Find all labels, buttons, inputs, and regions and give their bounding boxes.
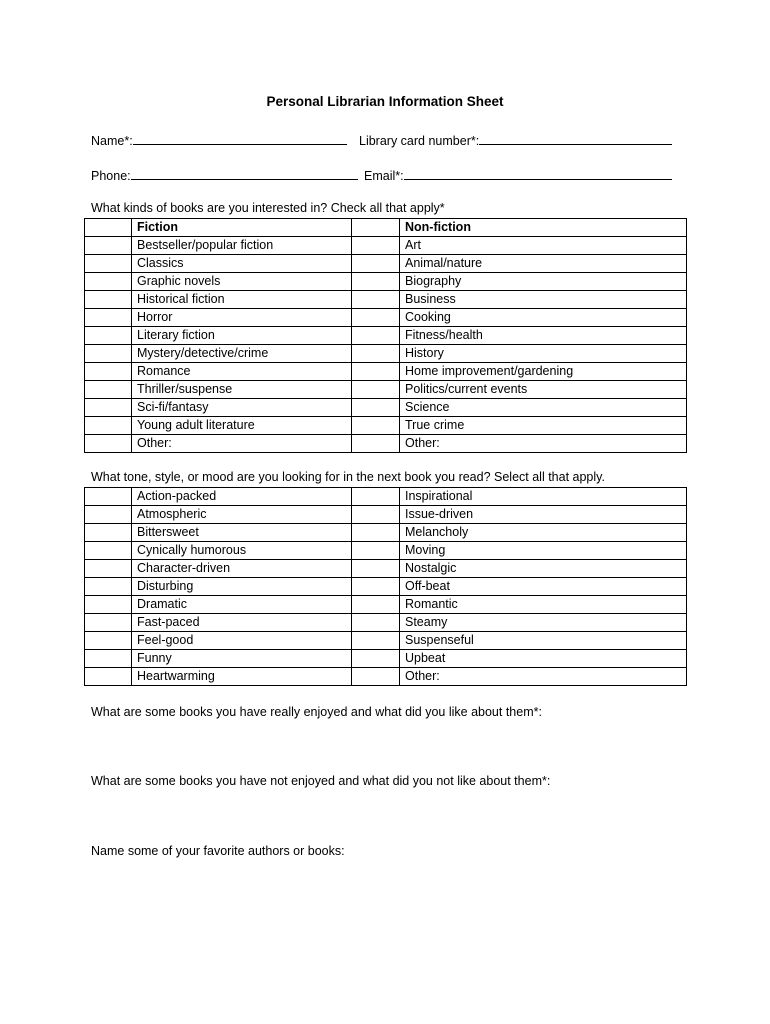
option-label-left: Dramatic [132, 596, 352, 614]
email-label: Email*: [364, 169, 404, 183]
email-input-line[interactable] [404, 167, 672, 180]
option-label-left: Mystery/detective/crime [132, 345, 352, 363]
option-label-right: Politics/current events [400, 381, 687, 399]
option-label-right: Business [400, 291, 687, 309]
library-card-label: Library card number*: [359, 134, 480, 148]
checkbox-cell[interactable] [352, 381, 400, 399]
checkbox-cell[interactable] [85, 650, 132, 668]
option-label-left: Romance [132, 363, 352, 381]
option-label-right: Other: [400, 668, 687, 686]
checkbox-cell[interactable] [85, 614, 132, 632]
option-label-right: Inspirational [400, 488, 687, 506]
table-row [85, 668, 687, 686]
checkbox-cell[interactable] [352, 614, 400, 632]
checkbox-cell[interactable] [85, 255, 132, 273]
option-label-right: Science [400, 399, 687, 417]
enjoyed-question: What are some books you have really enjoyed and what did you like about them*: [91, 705, 542, 719]
fiction-header: Fiction [132, 219, 352, 237]
tone-prompt: What tone, style, or mood are you looking for in the next book you read? Select all that apply. [91, 470, 605, 484]
option-label-left: Young adult literature [132, 417, 352, 435]
checkbox-cell[interactable] [85, 560, 132, 578]
option-label-left: Disturbing [132, 578, 352, 596]
checkbox-cell[interactable] [352, 255, 400, 273]
table-row [85, 560, 687, 578]
checkbox-cell[interactable] [352, 542, 400, 560]
option-label-right: Steamy [400, 614, 687, 632]
option-label-right: Moving [400, 542, 687, 560]
checkbox-cell[interactable] [352, 632, 400, 650]
table-row [85, 327, 687, 345]
table-row [85, 542, 687, 560]
checkbox-cell[interactable] [85, 327, 132, 345]
option-label-right: True crime [400, 417, 687, 435]
checkbox-cell[interactable] [352, 650, 400, 668]
checkbox-cell[interactable] [85, 596, 132, 614]
option-label-right: Home improvement/gardening [400, 363, 687, 381]
phone-label: Phone: [91, 169, 131, 183]
option-label-left: Bittersweet [132, 524, 352, 542]
checkbox-cell[interactable] [85, 219, 132, 237]
table-row [85, 524, 687, 542]
table-row [85, 363, 687, 381]
table-row [85, 614, 687, 632]
table-row [85, 255, 687, 273]
checkbox-cell[interactable] [352, 363, 400, 381]
table-row [85, 578, 687, 596]
table-row [85, 237, 687, 255]
checkbox-cell[interactable] [352, 345, 400, 363]
table-row [85, 650, 687, 668]
checkbox-cell[interactable] [352, 399, 400, 417]
name-field[interactable] [91, 132, 347, 148]
option-label-left: Atmospheric [132, 506, 352, 524]
option-label-left: Action-packed [132, 488, 352, 506]
checkbox-cell[interactable] [85, 399, 132, 417]
option-label-right: Biography [400, 273, 687, 291]
checkbox-cell[interactable] [352, 488, 400, 506]
option-label-right: Art [400, 237, 687, 255]
option-label-left: Cynically humorous [132, 542, 352, 560]
checkbox-cell[interactable] [352, 668, 400, 686]
option-label-left: Other: [132, 435, 352, 453]
checkbox-cell[interactable] [352, 291, 400, 309]
checkbox-cell[interactable] [352, 506, 400, 524]
checkbox-cell[interactable] [85, 309, 132, 327]
checkbox-cell[interactable] [85, 273, 132, 291]
checkbox-cell[interactable] [352, 273, 400, 291]
option-label-right: Off-beat [400, 578, 687, 596]
library-card-input-line[interactable] [479, 132, 672, 145]
book-types-prompt: What kinds of books are you interested in? Check all that apply* [91, 201, 445, 215]
table-row [85, 632, 687, 650]
table-row [85, 309, 687, 327]
option-label-left: Sci-fi/fantasy [132, 399, 352, 417]
option-label-left: Graphic novels [132, 273, 352, 291]
option-label-left: Literary fiction [132, 327, 352, 345]
option-label-right: Cooking [400, 309, 687, 327]
table-row [85, 291, 687, 309]
option-label-left: Funny [132, 650, 352, 668]
checkbox-cell[interactable] [352, 237, 400, 255]
option-label-right: History [400, 345, 687, 363]
checkbox-cell[interactable] [85, 578, 132, 596]
page-title: Personal Librarian Information Sheet [266, 94, 504, 109]
option-label-right: Other: [400, 435, 687, 453]
checkbox-cell[interactable] [352, 219, 400, 237]
name-label: Name*: [91, 134, 133, 148]
checkbox-cell[interactable] [352, 524, 400, 542]
checkbox-cell[interactable] [352, 578, 400, 596]
option-label-left: Fast-paced [132, 614, 352, 632]
checkbox-cell[interactable] [85, 632, 132, 650]
table-row [85, 488, 687, 506]
checkbox-cell[interactable] [85, 488, 132, 506]
checkbox-cell[interactable] [85, 417, 132, 435]
table-row [85, 273, 687, 291]
tone-table [84, 487, 687, 686]
checkbox-cell[interactable] [352, 309, 400, 327]
phone-field[interactable] [91, 167, 358, 183]
option-label-left: Classics [132, 255, 352, 273]
option-label-right: Suspenseful [400, 632, 687, 650]
nonfiction-header: Non-fiction [400, 219, 687, 237]
option-label-left: Heartwarming [132, 668, 352, 686]
checkbox-cell[interactable] [85, 291, 132, 309]
option-label-right: Nostalgic [400, 560, 687, 578]
checkbox-cell[interactable] [85, 524, 132, 542]
option-label-left: Historical fiction [132, 291, 352, 309]
table-row [85, 596, 687, 614]
option-label-left: Horror [132, 309, 352, 327]
option-label-right: Upbeat [400, 650, 687, 668]
option-label-right: Fitness/health [400, 327, 687, 345]
checkbox-cell[interactable] [352, 435, 400, 453]
table-row [85, 506, 687, 524]
checkbox-cell[interactable] [352, 596, 400, 614]
table-row [85, 435, 687, 453]
option-label-right: Issue-driven [400, 506, 687, 524]
checkbox-cell[interactable] [352, 560, 400, 578]
checkbox-cell[interactable] [85, 381, 132, 399]
option-label-left: Bestseller/popular fiction [132, 237, 352, 255]
favorites-question: Name some of your favorite authors or books: [91, 844, 345, 858]
table-row [85, 345, 687, 363]
option-label-left: Thriller/suspense [132, 381, 352, 399]
table-header-row [85, 219, 687, 237]
phone-input-line[interactable] [131, 167, 358, 180]
checkbox-cell[interactable] [85, 237, 132, 255]
option-label-right: Animal/nature [400, 255, 687, 273]
option-label-left: Character-driven [132, 560, 352, 578]
library-card-field[interactable] [359, 132, 672, 148]
checkbox-cell[interactable] [85, 542, 132, 560]
table-row [85, 399, 687, 417]
book-types-table [84, 218, 687, 453]
option-label-right: Melancholy [400, 524, 687, 542]
checkbox-cell[interactable] [85, 668, 132, 686]
email-field[interactable] [364, 167, 672, 183]
checkbox-cell[interactable] [85, 363, 132, 381]
checkbox-cell[interactable] [85, 435, 132, 453]
table-row [85, 381, 687, 399]
option-label-left: Feel-good [132, 632, 352, 650]
table-row [85, 417, 687, 435]
not-enjoyed-question: What are some books you have not enjoyed and what did you not like about them*: [91, 774, 551, 788]
checkbox-cell[interactable] [85, 506, 132, 524]
name-input-line[interactable] [133, 132, 347, 145]
checkbox-cell[interactable] [352, 417, 400, 435]
option-label-right: Romantic [400, 596, 687, 614]
checkbox-cell[interactable] [85, 345, 132, 363]
checkbox-cell[interactable] [352, 327, 400, 345]
